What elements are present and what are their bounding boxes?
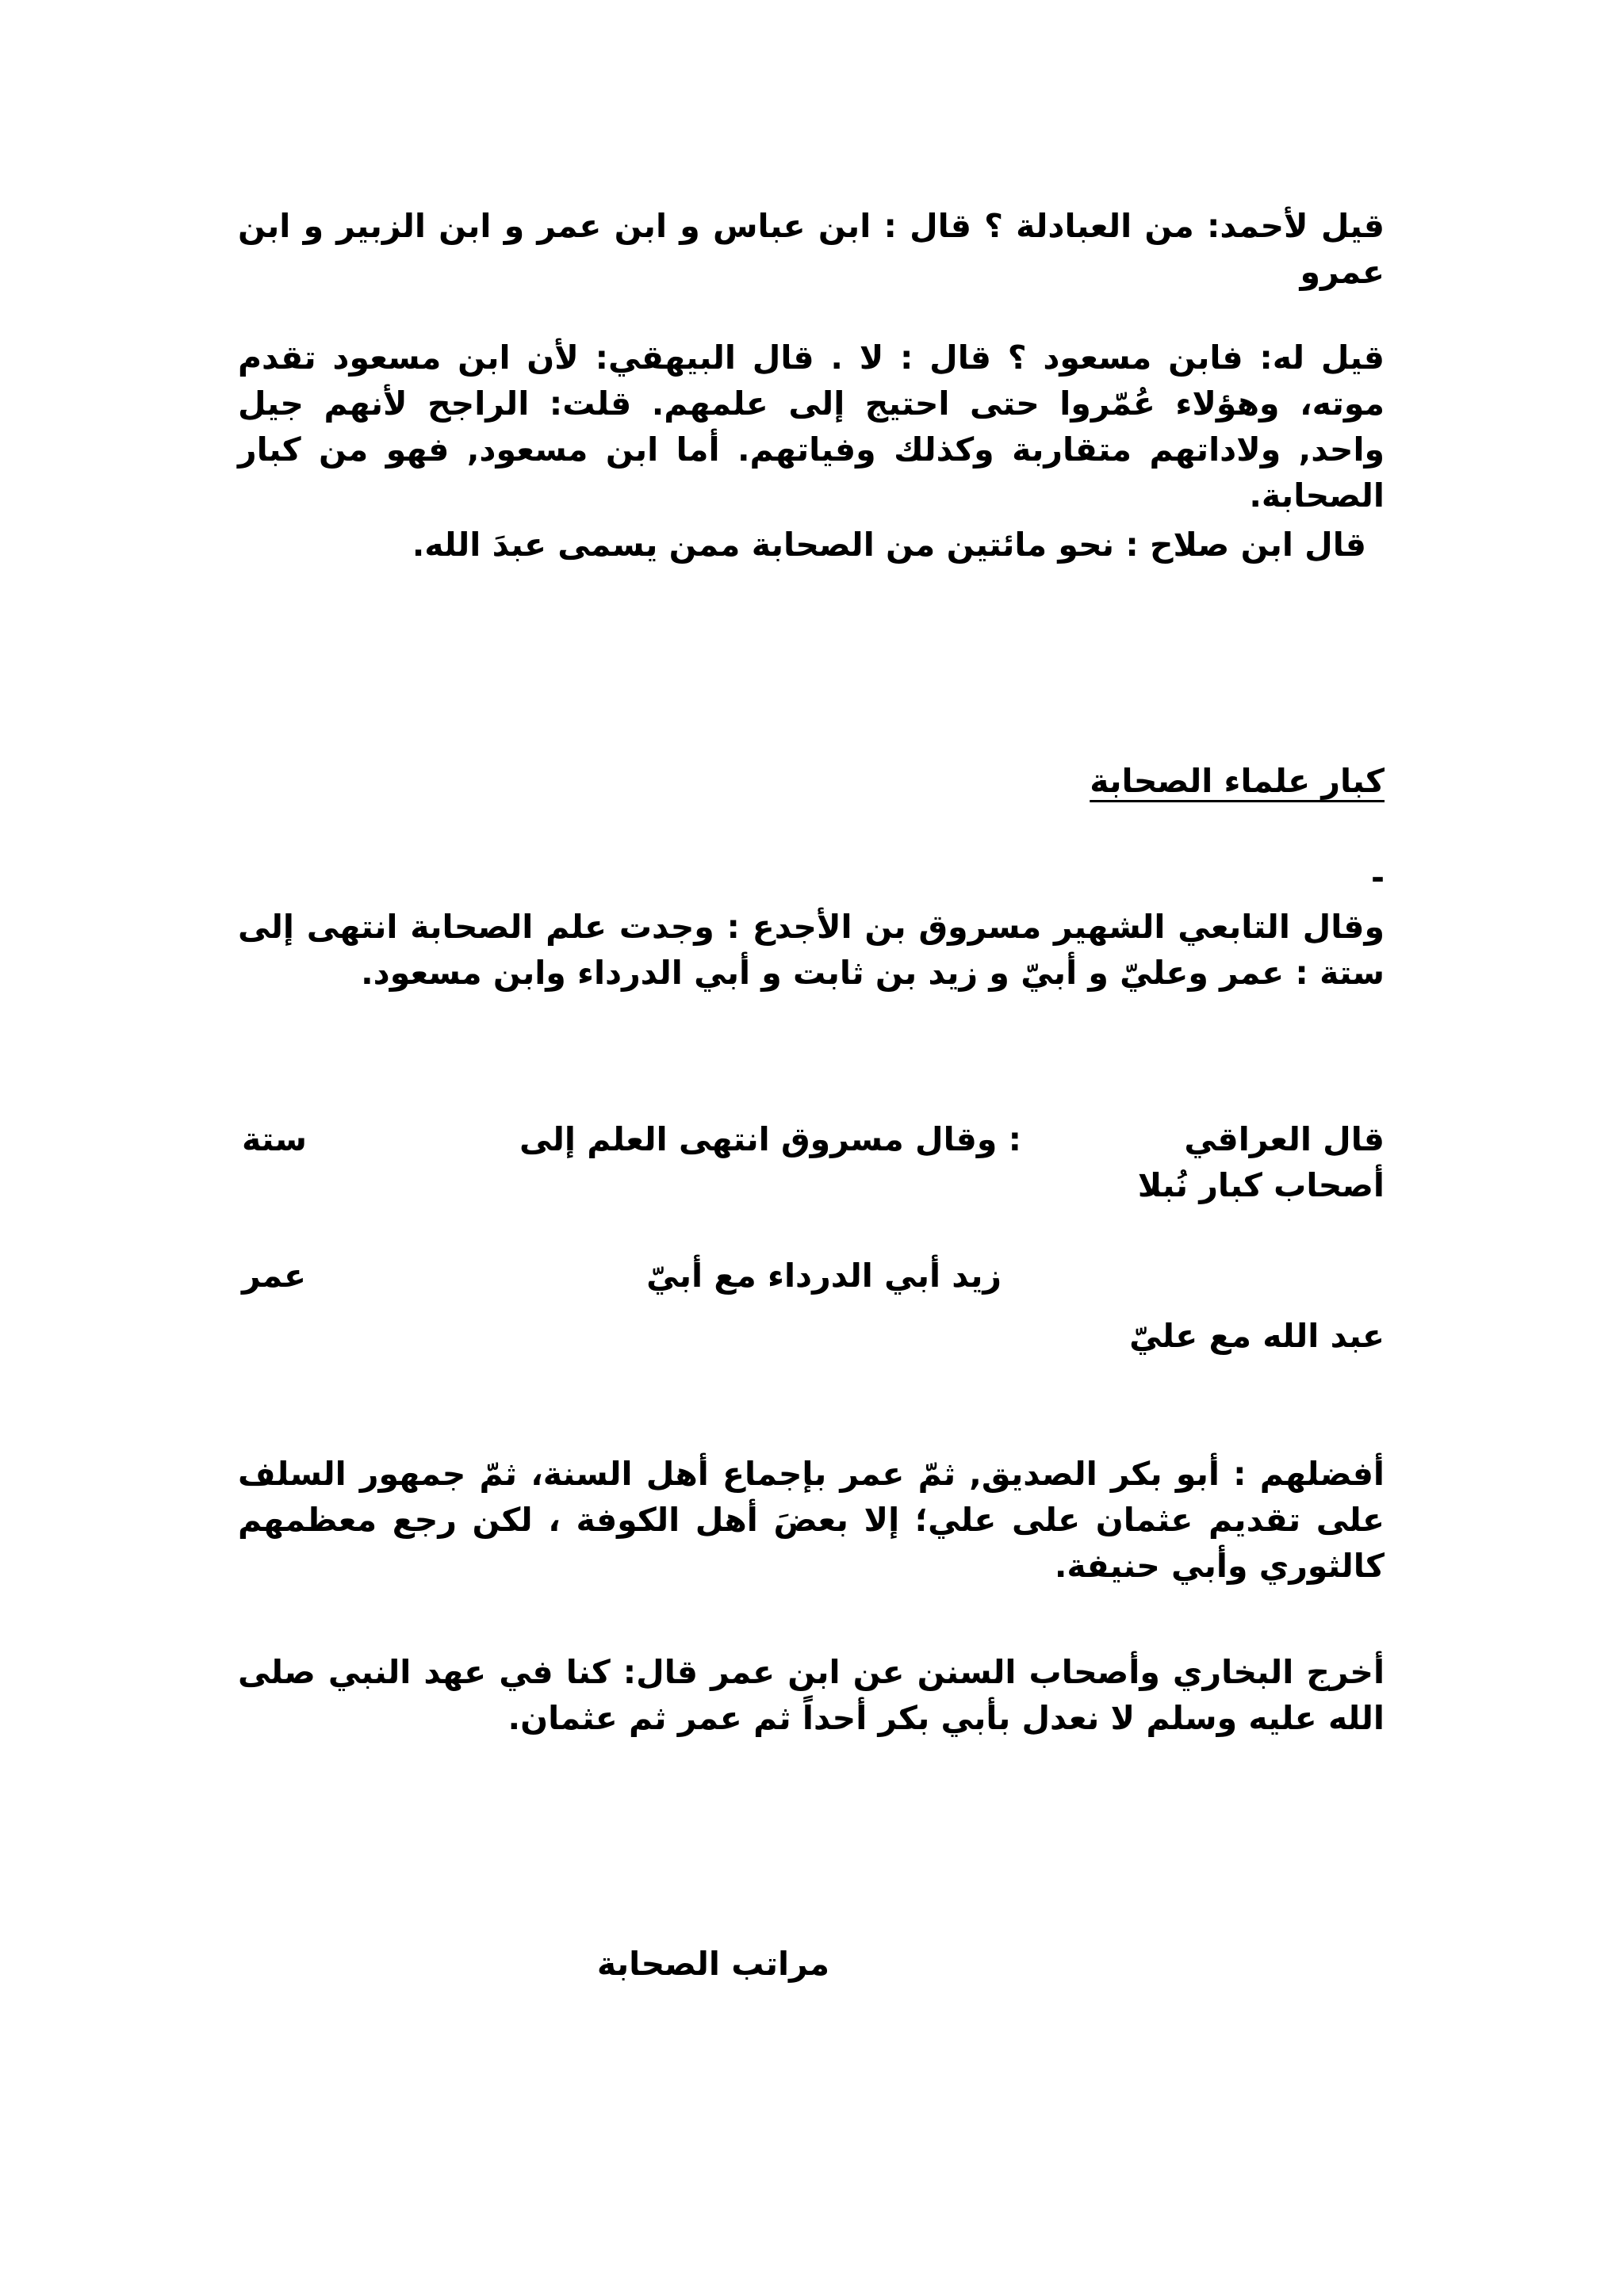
paragraph-ibn-masud: قيل له: فابن مسعود ؟ قال : لا . قال البيهقي: لأن ابن مسعود تقدم موته، وهؤلاء عُمّروا حتى احتيج إلى علمهم. قلت: الراجح لأنهم جيل واحد, ولاداتهم متقاربة وكذلك وفياتهم. أما ابن مسعود, فهو من كبار الصحابة. xyxy=(238,339,1385,515)
paragraph-most-virtuous: أفضلهم : أبو بكر الصديق, ثمّ عمر بإجماع أهل السنة، ثمّ جمهور السلف على تقديم عثمان على علي؛ إلا بعضَ أهل الكوفة ، لكن رجع معظمهم كالثوري وأبي حنيفة. xyxy=(238,1455,1385,1585)
heading-senior-scholars: كبار علماء الصحابة xyxy=(1090,762,1385,800)
paragraph-bukhari-hadith: أخرج البخاري وأصحاب السنن عن ابن عمر قال: كنا في عهد النبي صلى الله عليه وسلم لا نعدل بأبي بكر أحداً ثم عمر ثم عثمان. xyxy=(238,1653,1385,1737)
verse-line3-left: عمر xyxy=(242,1257,306,1295)
verse-line4: عبد الله مع عليّ xyxy=(1129,1317,1385,1355)
verse-line3-middle: زيد أبي الدرداء مع أبيّ xyxy=(646,1257,1002,1295)
heading-companion-ranks: مراتب الصحابة xyxy=(596,1945,829,1983)
paragraph-abadila: قيل لأحمد: من العبادلة ؟ قال : ابن عباس و ابن عمر و ابن الزبير و ابن عمرو xyxy=(238,207,1385,291)
dash-marker: - xyxy=(1370,859,1385,897)
paragraph-masruq: وقال التابعي الشهير مسروق بن الأجدع : وجدت علم الصحابة انتهى إلى ستة : عمر وعليّ و أبيّ و زيد بن ثابت و أبي الدرداء وابن مسعود. xyxy=(238,908,1385,992)
verse-line1-left: ستة xyxy=(242,1120,307,1158)
verse-line1-middle: : وقال مسروق انتهى العلم إلى xyxy=(519,1120,1021,1158)
paragraph-ibn-salah: قال ابن صلاح : نحو مائتين من الصحابة ممن يسمى عبدَ الله. xyxy=(412,526,1366,564)
verse-line2: أصحاب كبار نُبلا xyxy=(1137,1166,1385,1204)
verse-line1-right: قال العراقي xyxy=(1184,1120,1385,1158)
